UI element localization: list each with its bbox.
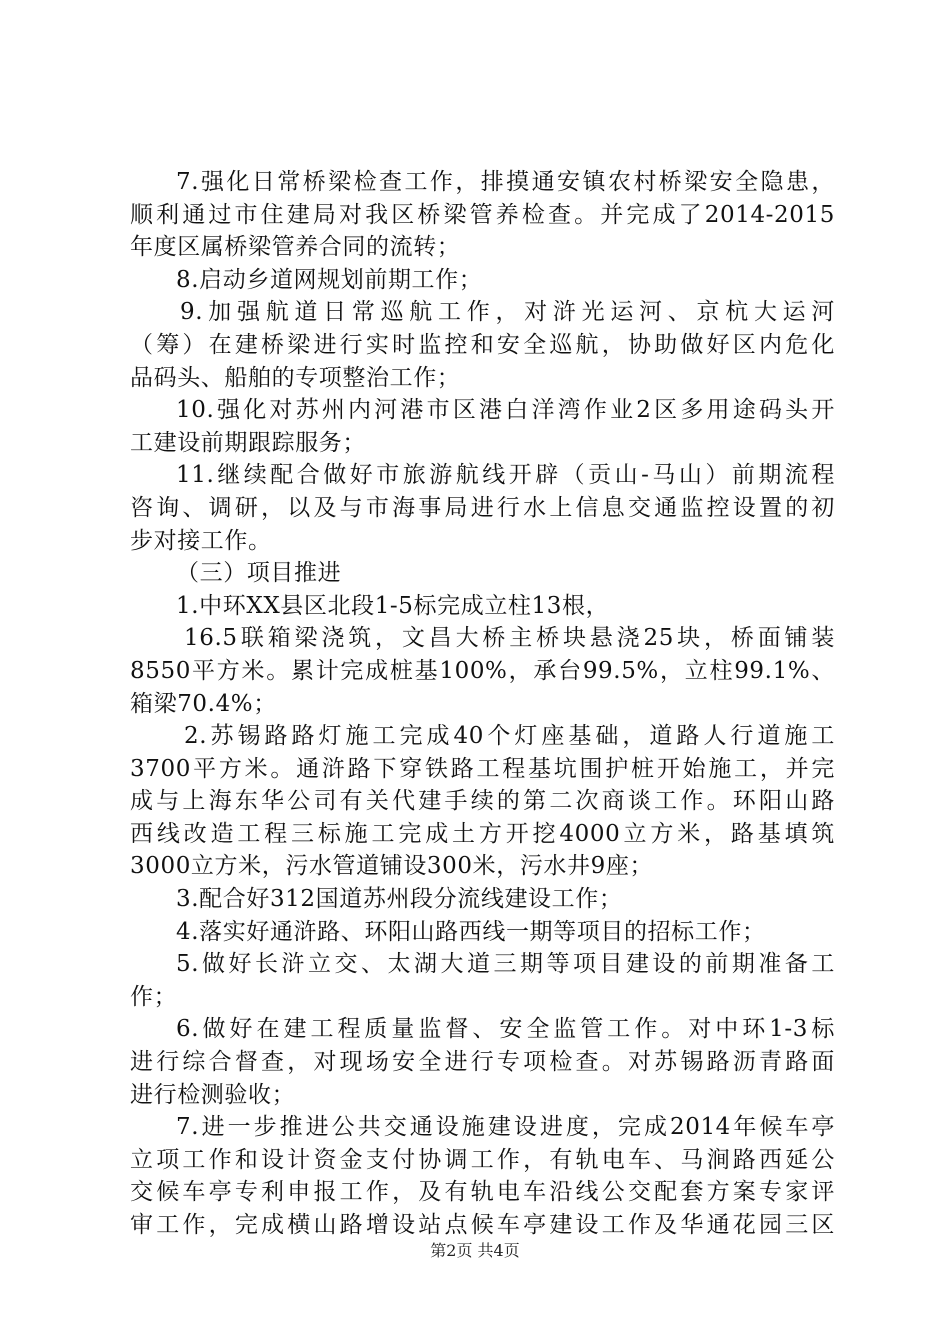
paragraph-line: 3700平方米。通浒路下穿铁路工程基坑围护桩开始施工，并完 bbox=[130, 755, 835, 782]
paragraph-line: 8.启动乡道网规划前期工作； bbox=[176, 266, 483, 293]
paragraph-line: 4.落实好通浒路、环阳山路西线一期等项目的招标工作； bbox=[176, 918, 766, 945]
paragraph-line: 成与上海东华公司有关代建手续的第二次商谈工作。环阳山路 bbox=[130, 788, 835, 815]
paragraph-line: 10.强化对苏州内河港市区港白洋湾作业2区多用途码头开 bbox=[176, 397, 835, 424]
paragraph-line: 交候车亭专利申报工作，及有轨电车沿线公交配套方案专家评 bbox=[130, 1179, 835, 1206]
paragraph-line: 2.苏锡路路灯施工完成40个灯座基础，道路人行道施工 bbox=[184, 723, 835, 750]
paragraph-line: 工建设前期跟踪服务； bbox=[130, 429, 366, 456]
paragraph-line: 1.中环XX县区北段1-5标完成立柱13根， bbox=[176, 592, 610, 619]
paragraph-line: 年度区属桥梁管养合同的流转； bbox=[130, 234, 461, 261]
paragraph-line: 步对接工作。 bbox=[130, 527, 272, 554]
paragraph-line: 立项工作和设计资金支付协调工作，有轨电车、马涧路西延公 bbox=[130, 1146, 835, 1173]
paragraph-line: 11.继续配合做好市旅游航线开辟（贡山-马山）前期流程 bbox=[176, 462, 835, 489]
paragraph-line: 5.做好长浒立交、太湖大道三期等项目建设的前期准备工 bbox=[176, 951, 835, 978]
paragraph-line: 箱梁70.4%； bbox=[130, 690, 277, 717]
paragraph-line: 6.做好在建工程质量监督、安全监管工作。对中环1-3标 bbox=[176, 1016, 835, 1043]
paragraph-line: 8550平方米。累计完成桩基100%，承台99.5%，立柱99.1%、 bbox=[130, 657, 835, 684]
paragraph-line: 西线改造工程三标施工完成土方开挖4000立方米，路基填筑 bbox=[130, 820, 835, 847]
paragraph-line: 顺利通过市住建局对我区桥梁管养检查。并完成了2014-2015 bbox=[130, 201, 835, 228]
paragraph-line: （筹）在建桥梁进行实时监控和安全巡航，协助做好区内危化 bbox=[130, 331, 835, 358]
paragraph-line: 3000立方米，污水管道铺设300米，污水井9座； bbox=[130, 853, 654, 880]
paragraph-line: 16.5联箱梁浇筑，文昌大桥主桥块悬浇25块，桥面铺装 bbox=[184, 625, 835, 652]
paragraph-line: 7.强化日常桥梁检查工作，排摸通安镇农村桥梁安全隐患， bbox=[176, 169, 835, 195]
paragraph-line: 进行检测验收； bbox=[130, 1081, 296, 1108]
paragraph-line: 作； bbox=[130, 983, 178, 1010]
paragraph-line: 进行综合督查，对现场安全进行专项检查。对苏锡路沥青路面 bbox=[130, 1049, 835, 1076]
page-number: 第2页 共4页 bbox=[430, 1241, 520, 1260]
paragraph-line: 7.进一步推进公共交通设施建设进度，完成2014年候车亭 bbox=[176, 1114, 835, 1141]
document-body bbox=[130, 166, 835, 1242]
paragraph-line: 咨询、调研，以及与市海事局进行水上信息交通监控设置的初 bbox=[130, 494, 835, 521]
paragraph-line: 审工作，完成横山路增设站点候车亭建设工作及华通花园三区 bbox=[130, 1212, 835, 1238]
paragraph-line: 品码头、船舶的专项整治工作； bbox=[130, 364, 461, 391]
paragraph-line: 9.加强航道日常巡航工作，对浒光运河、京杭大运河 bbox=[180, 299, 835, 326]
paragraph-line: 3.配合好312国道苏州段分流线建设工作； bbox=[176, 886, 623, 913]
section-heading: （三）项目推进 bbox=[176, 560, 342, 587]
